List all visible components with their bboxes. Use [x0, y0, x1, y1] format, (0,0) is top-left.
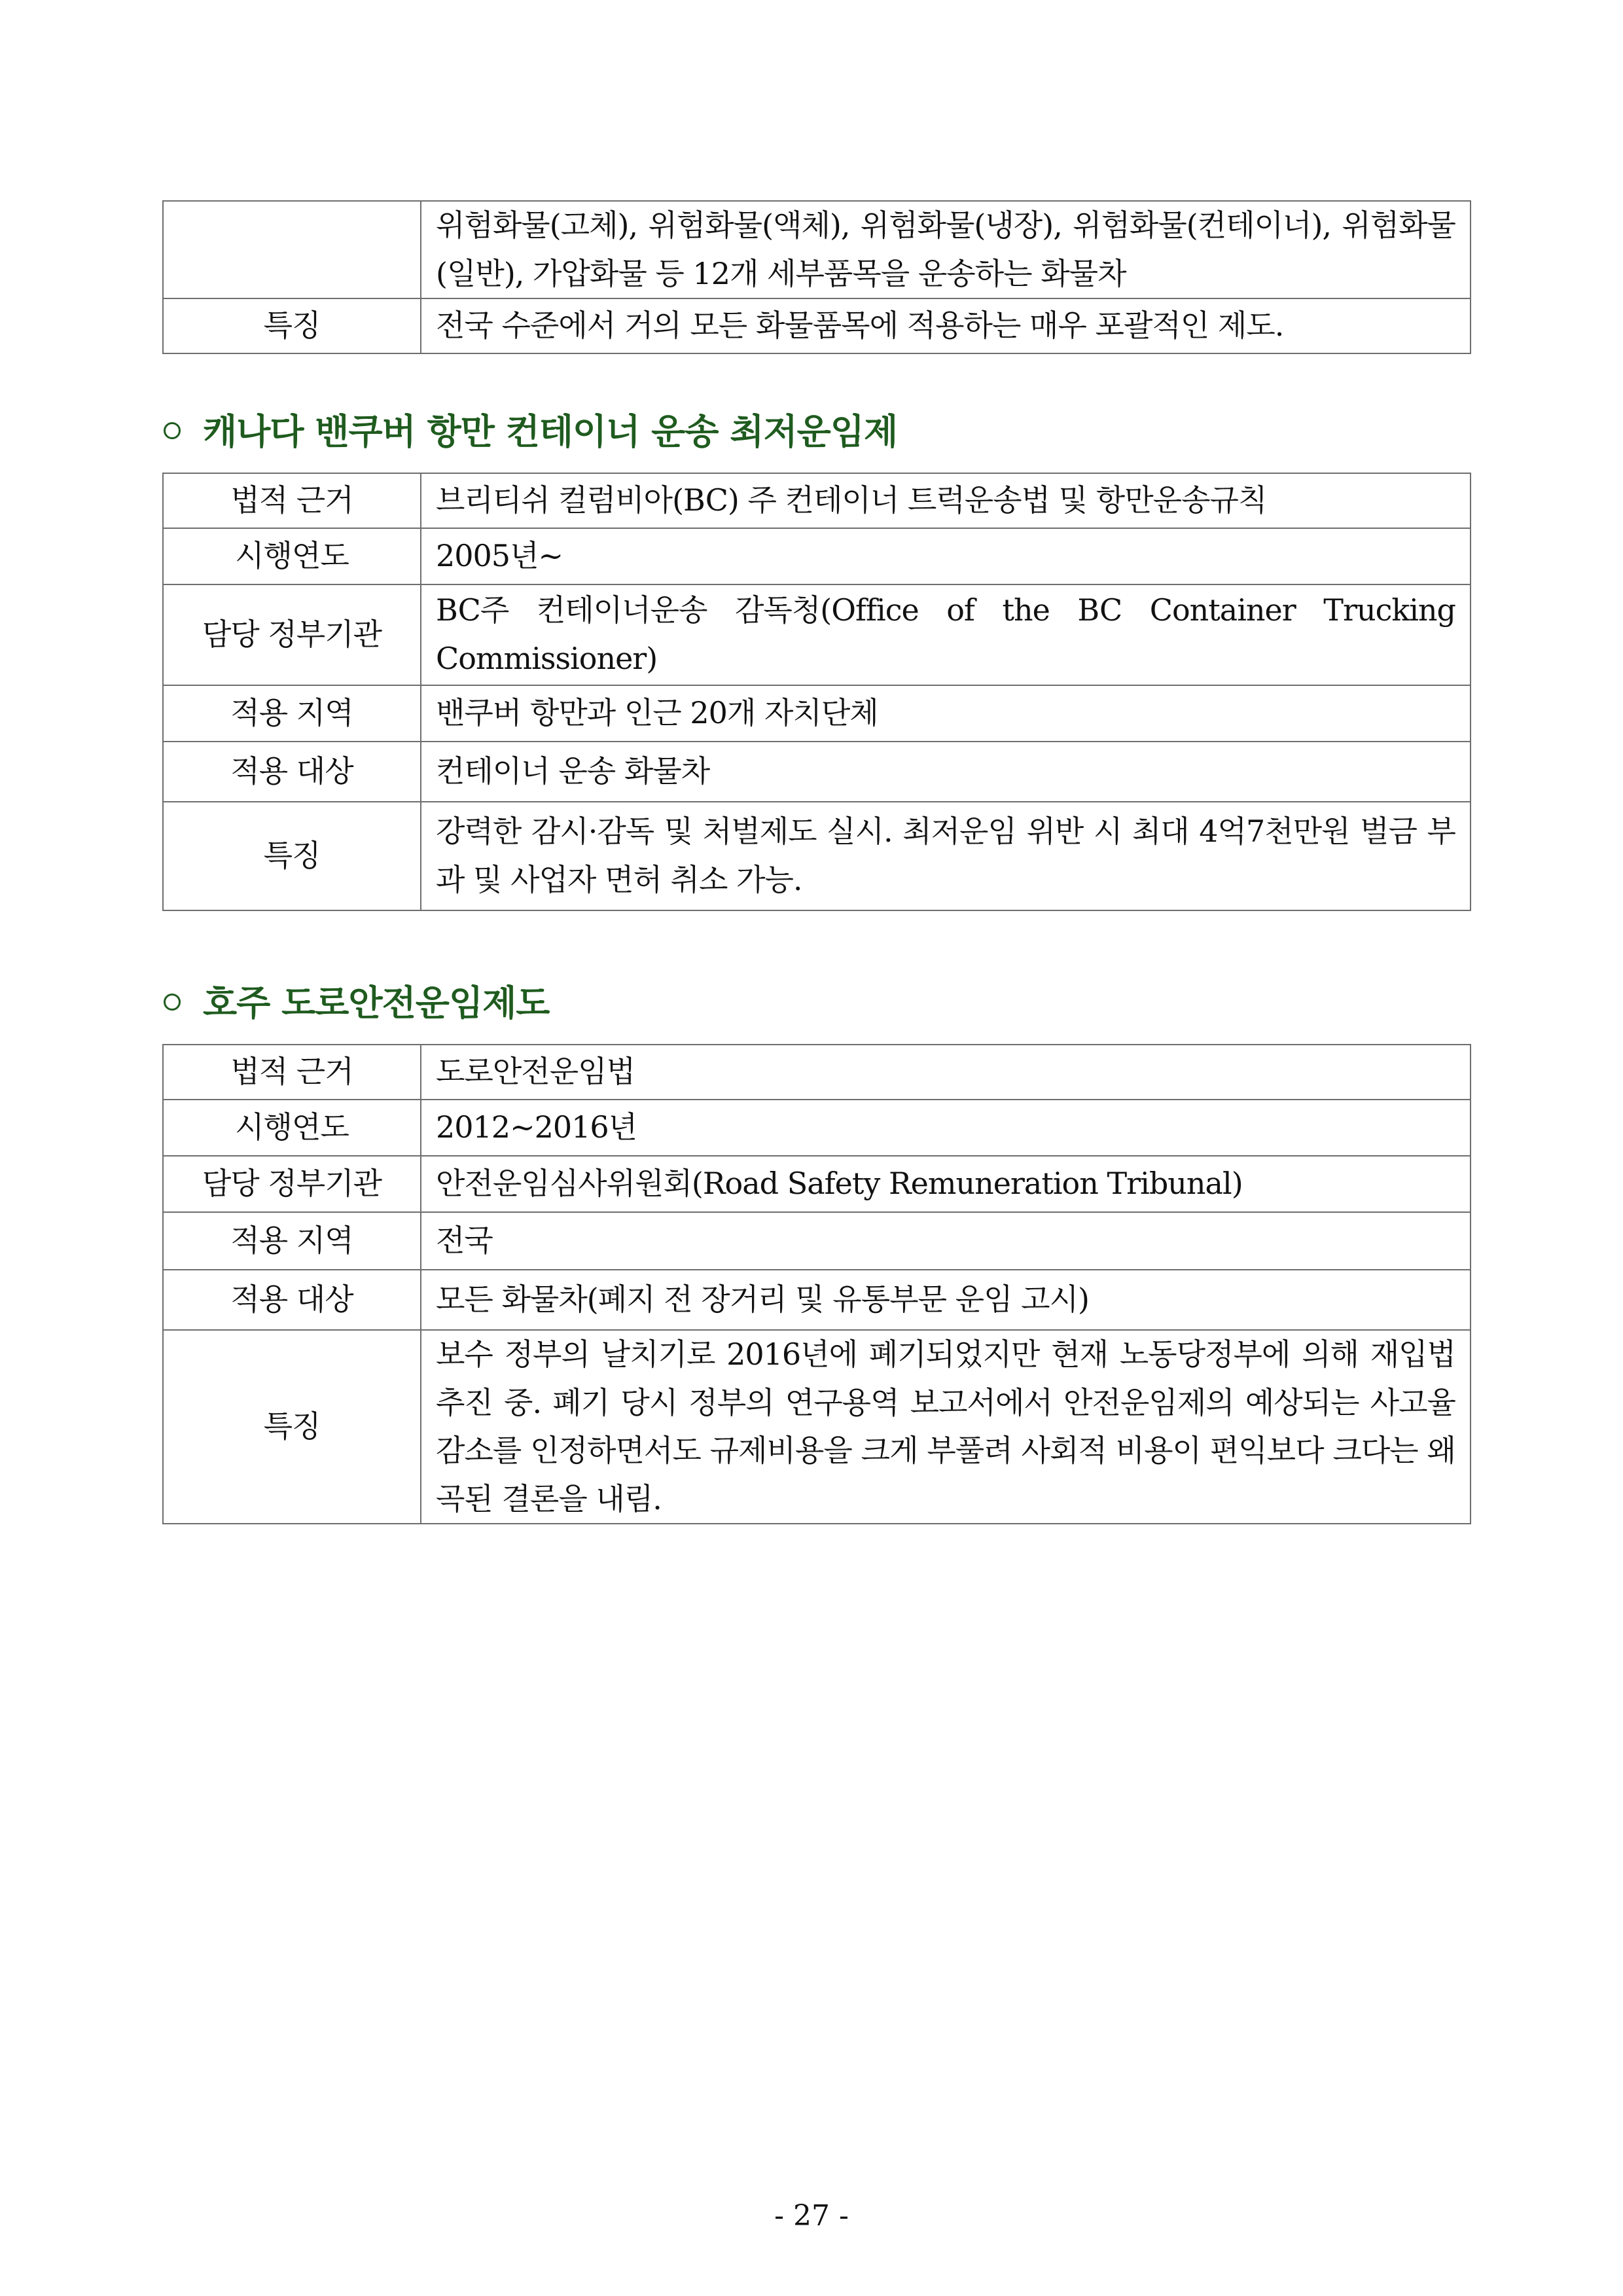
row-value: 밴쿠버 항만과 인근 20개 자치단체 [421, 685, 1471, 742]
row-value: 모든 화물차(폐지 전 장거리 및 유통부문 운임 고시) [421, 1270, 1471, 1330]
section-title-text: 캐나다 밴쿠버 항만 컨테이너 운송 최저운임제 [203, 411, 898, 452]
row-label: 담당 정부기관 [163, 1156, 421, 1212]
table-row [163, 201, 1471, 298]
row-value: 안전운임심사위원회(Road Safety Remuneration Tribunal) [421, 1156, 1471, 1212]
row-value: 전국 [421, 1212, 1471, 1270]
row-label [163, 201, 421, 298]
row-value: BC주 컨테이너운송 감독청(Office of the BC Container Trucking Commissioner) [421, 584, 1471, 685]
row-value: 보수 정부의 날치기로 2016년에 폐기되었지만 현재 노동당정부에 의해 재입법 추진 중. 폐기 당시 정부의 연구용역 보고서에서 안전운임제의 예상되는 사고율 감소를 인정하면서도 규제비용을 크게 부풀려 사회적 비용이 편익보다 크다는 왜곡된 결론을 내림. [421, 1330, 1471, 1524]
row-label: 적용 대상 [163, 1270, 421, 1330]
row-label: 담당 정부기관 [163, 584, 421, 685]
row-label: 법적 근거 [163, 473, 421, 528]
circle-bullet-icon [164, 422, 181, 439]
row-label: 적용 지역 [163, 685, 421, 742]
section-title-text: 호주 도로안전운임제도 [203, 982, 550, 1024]
top-continuation-table [162, 200, 1471, 354]
row-label: 시행연도 [163, 1100, 421, 1156]
page-number: - 27 - [774, 2199, 849, 2233]
row-label: 특징 [163, 802, 421, 910]
canada-info-table [162, 473, 1471, 911]
row-value: 브리티쉬 컬럼비아(BC) 주 컨테이너 트럭운송법 및 항만운송규칙 [421, 473, 1471, 528]
table-row [163, 742, 1471, 802]
section-title-australia [164, 975, 549, 1026]
table-row [163, 1330, 1471, 1524]
row-value: 2012~2016년 [421, 1100, 1471, 1156]
row-label: 법적 근거 [163, 1045, 421, 1100]
table-row [163, 298, 1471, 353]
table-row [163, 685, 1471, 742]
table-row [163, 1156, 1471, 1212]
table-row [163, 1212, 1471, 1270]
row-value: 강력한 감시·감독 및 처벌제도 실시. 최저운임 위반 시 최대 4억7천만원 벌금 부과 및 사업자 면허 취소 가능. [421, 802, 1471, 910]
row-label: 시행연도 [163, 528, 421, 584]
row-value: 전국 수준에서 거의 모든 화물품목에 적용하는 매우 포괄적인 제도. [421, 298, 1471, 353]
row-label: 적용 대상 [163, 742, 421, 802]
table-row [163, 1100, 1471, 1156]
australia-info-table [162, 1044, 1471, 1524]
section-title-canada [164, 404, 897, 454]
table-row [163, 473, 1471, 528]
table-row [163, 802, 1471, 910]
table-row [163, 1270, 1471, 1330]
row-value: 컨테이너 운송 화물차 [421, 742, 1471, 802]
row-label: 특징 [163, 1330, 421, 1524]
row-value: 2005년~ [421, 528, 1471, 584]
row-value: 도로안전운임법 [421, 1045, 1471, 1100]
row-value: 위험화물(고체), 위험화물(액체), 위험화물(냉장), 위험화물(컨테이너), 위험화물(일반), 가압화물 등 12개 세부품목을 운송하는 화물차 [421, 201, 1471, 298]
table-row [163, 584, 1471, 685]
row-label: 특징 [163, 298, 421, 353]
table-row [163, 528, 1471, 584]
row-label: 적용 지역 [163, 1212, 421, 1270]
circle-bullet-icon [164, 994, 181, 1011]
table-row [163, 1045, 1471, 1100]
